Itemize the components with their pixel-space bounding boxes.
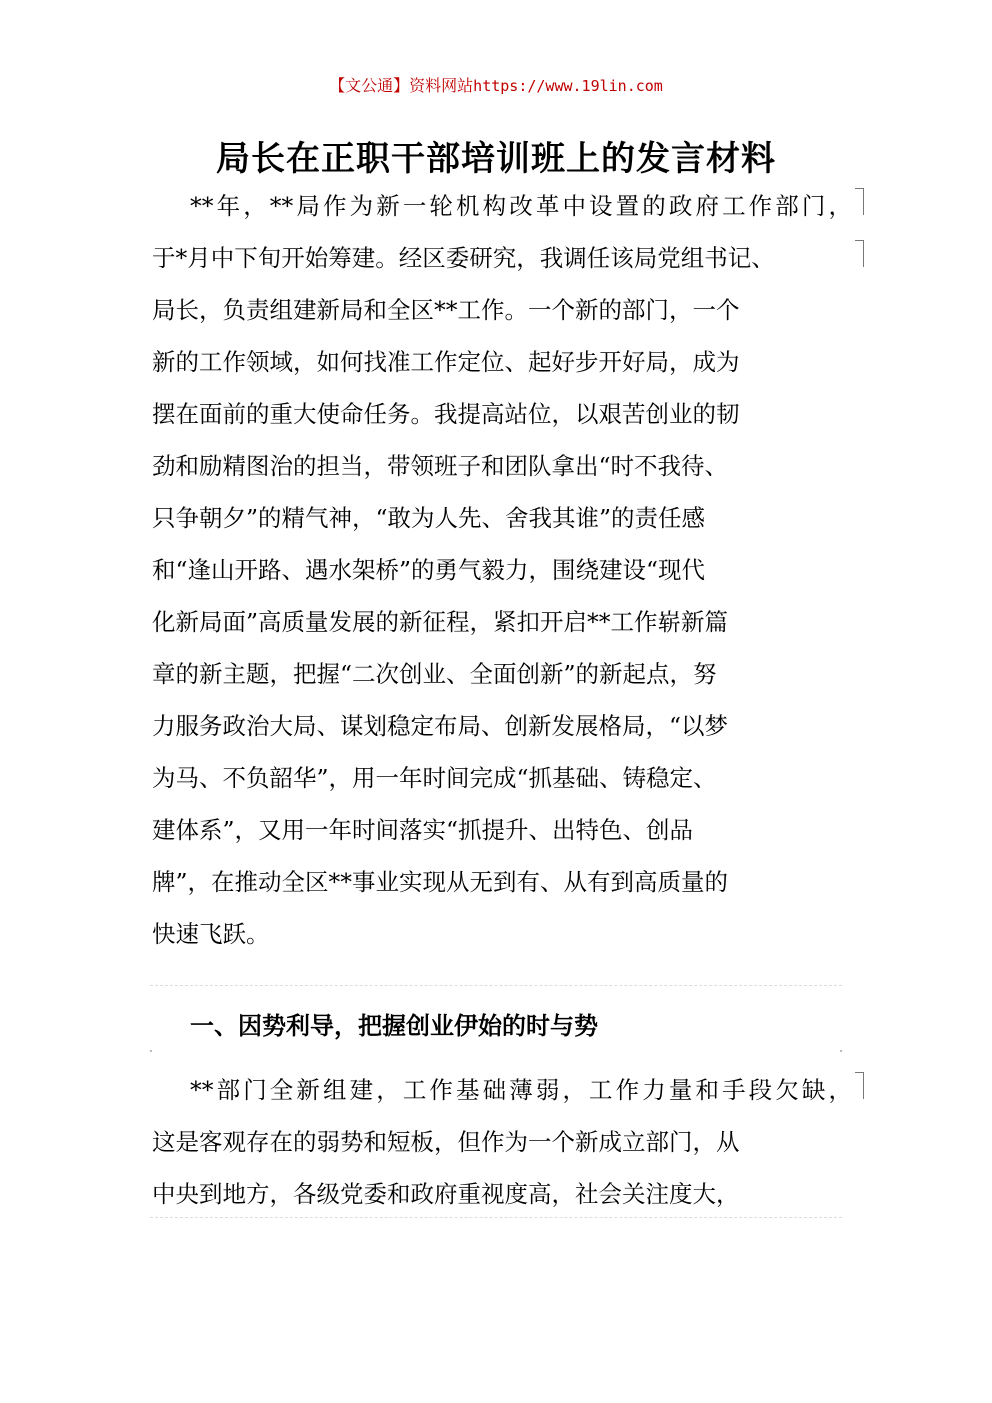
- text-line: [152, 856, 852, 908]
- text-line: [152, 804, 852, 856]
- text-line-content: 中央到地方，各级党委和政府重视度高，社会关注度大，: [152, 1180, 740, 1208]
- header-brand: 【文公通】资料网站: [329, 76, 474, 95]
- section-divider: [150, 985, 842, 986]
- text-line: [152, 1168, 852, 1220]
- text-line: [152, 1064, 852, 1116]
- text-line-content: 力服务政治大局、谋划稳定布局、创新发展格局，“以梦: [152, 712, 729, 740]
- text-line: [152, 700, 852, 752]
- text-line: [152, 908, 852, 960]
- text-line-content: 和“逢山开路、遇水架桥”的勇气毅力，围绕建设“现代: [152, 556, 706, 584]
- margin-mark: [840, 1050, 842, 1052]
- text-line: [152, 544, 852, 596]
- corner-mark: [855, 240, 864, 267]
- corner-mark: [855, 188, 864, 215]
- text-line: [152, 1116, 852, 1168]
- margin-mark: [150, 1050, 152, 1052]
- text-line-content: 局长，负责组建新局和全区**工作。一个新的部门，一个: [152, 296, 740, 324]
- text-line: [152, 648, 852, 700]
- section-heading: 一、因势利导，把握创业伊始的时与势: [190, 1012, 598, 1040]
- text-line: [152, 336, 852, 388]
- text-line: [152, 752, 852, 804]
- text-line-content: 化新局面”高质量发展的新征程，紧扣开启**工作崭新篇: [152, 608, 729, 636]
- corner-mark: [855, 1072, 864, 1099]
- text-line-content: 于*月中下旬开始筹建。经区委研究，我调任该局党组书记、: [152, 244, 775, 272]
- text-line: [152, 388, 852, 440]
- text-line-content: 建体系”，又用一年时间落实“抓提升、出特色、创品: [152, 816, 694, 844]
- paragraph-section1: [152, 1064, 852, 1220]
- text-line-content: 牌”，在推动全区**事业实现从无到有、从有到高质量的: [152, 868, 729, 896]
- text-line: [152, 596, 852, 648]
- text-line: [152, 284, 852, 336]
- text-line: [152, 232, 852, 284]
- text-line: [152, 440, 852, 492]
- text-line: [152, 492, 852, 544]
- text-line-content: **年，**局作为新一轮机构改革中设置的政府工作部门，: [190, 192, 852, 220]
- header-url[interactable]: https://www.19lin.com: [473, 77, 663, 95]
- text-line-content: 只争朝夕”的精气神，“敢为人先、舍我其谁”的责任感: [152, 504, 706, 532]
- text-line-content: **部门全新组建，工作基础薄弱，工作力量和手段欠缺，: [190, 1076, 852, 1104]
- page-header: [0, 74, 992, 98]
- text-line-content: 为马、不负韶华”，用一年时间完成“抓基础、铸稳定、: [152, 764, 717, 792]
- paragraph-intro: [152, 180, 852, 960]
- text-line-content: 章的新主题，把握“二次创业、全面创新”的新起点，努: [152, 660, 717, 688]
- text-line: [152, 180, 852, 232]
- text-line-content: 这是客观存在的弱势和短板，但作为一个新成立部门，从: [152, 1128, 740, 1156]
- page-bottom-divider: [150, 1217, 842, 1218]
- document-title: 局长在正职干部培训班上的发言材料: [216, 139, 776, 179]
- text-line-content: 劲和励精图治的担当，带领班子和团队拿出“时不我待、: [152, 452, 729, 480]
- text-line-content: 快速飞跃。: [152, 920, 270, 948]
- text-line-content: 新的工作领域，如何找准工作定位、起好步开好局，成为: [152, 348, 740, 376]
- text-line-content: 摆在面前的重大使命任务。我提高站位，以艰苦创业的韧: [152, 400, 740, 428]
